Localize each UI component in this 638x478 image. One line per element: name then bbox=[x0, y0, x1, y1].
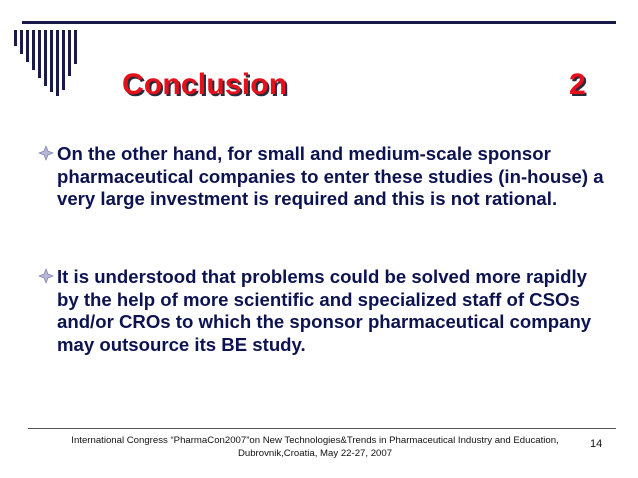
stripe-decoration bbox=[14, 30, 84, 100]
top-rule bbox=[22, 21, 616, 24]
footer-line-2: Dubrovnik,Croatia, May 22-27, 2007 bbox=[237, 448, 393, 459]
bullet-item bbox=[35, 143, 605, 211]
bullet-text: On the other hand, for small and medium-scale sponsor pharmaceutical companies to enter these studies (in-house) a very large investment is required and this is not rational. bbox=[57, 143, 604, 209]
footer-line-1: International Congress “PharmaCon2007”on New Technologies&Trends in Pharmaceutical Industry and Education, bbox=[71, 435, 559, 446]
bullet-item bbox=[35, 266, 605, 356]
footer-rule bbox=[28, 428, 616, 429]
slide-title-number: 2 bbox=[569, 68, 586, 101]
page-number: 14 bbox=[590, 438, 603, 450]
slide-title: Conclusion bbox=[122, 68, 288, 101]
diamond-bullet-icon bbox=[35, 145, 57, 161]
diamond-bullet-icon bbox=[35, 268, 57, 284]
bullet-text: It is understood that problems could be solved more rapidly by the help of more scientific and specialized staff of CSOs and/or CROs to which the sponsor pharmaceutical company may outsource its BE study. bbox=[57, 266, 592, 355]
footer-text bbox=[60, 434, 570, 460]
